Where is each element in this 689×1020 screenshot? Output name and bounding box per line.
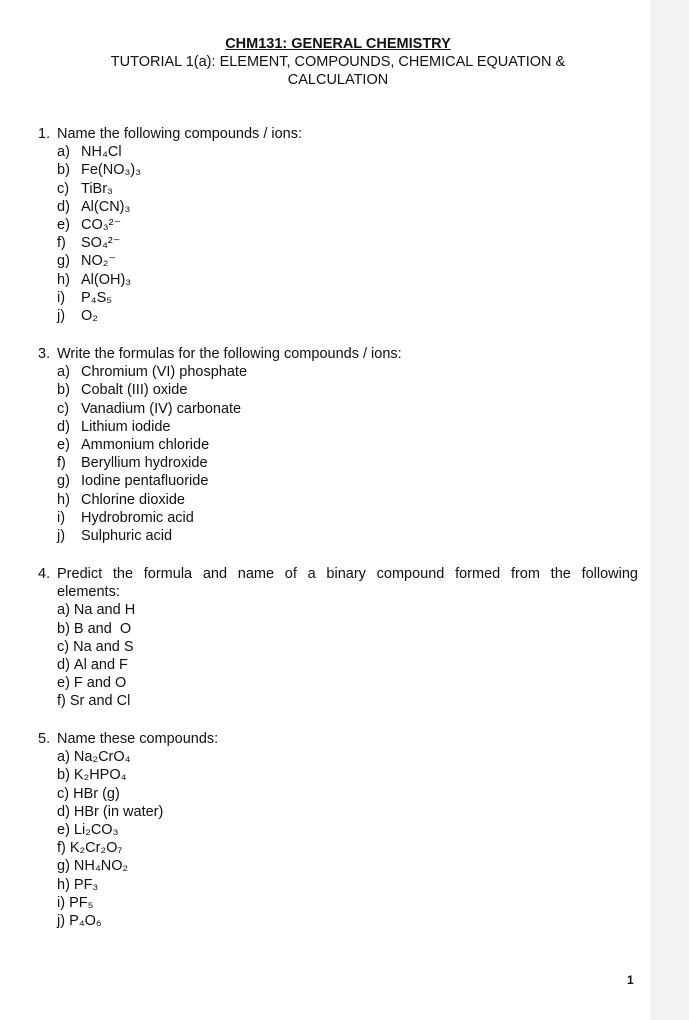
list-item [57,180,638,198]
item-text: K₂Cr₂O₇ [69,840,123,857]
item-letter: i) [57,509,66,526]
question-3 [38,345,638,545]
list-item [57,656,638,674]
item-letter: e) [57,217,70,234]
item-text: Fe(NO₃)₃ [81,162,142,179]
item-text: Cobalt (III) oxide [81,382,188,399]
question-4 [38,565,638,711]
list-item [57,857,638,875]
list-item [57,821,638,839]
item-letter: a) [57,749,70,766]
item-text: Na and S [73,638,134,655]
question-5 [38,730,638,930]
item-text: Chromium (VI) phosphate [81,364,248,381]
item-list [57,363,638,545]
item-letter: c) [57,785,70,802]
item-letter: e) [57,437,70,454]
item-letter: j) [57,528,66,545]
item-letter: h) [57,271,70,288]
list-item [57,472,638,490]
item-text: Li₂CO₃ [73,822,119,839]
item-text: Hydrobromic acid [81,509,194,526]
item-text: Al(OH)₃ [81,271,132,288]
list-item [57,638,638,656]
item-letter: d) [57,198,70,215]
list-item [57,748,638,766]
item-text: NH₄Cl [81,144,122,161]
item-text: PF₃ [73,876,99,893]
list-item [57,381,638,399]
page-number: 1 [627,973,634,987]
course-title: CHM131: GENERAL CHEMISTRY [225,36,451,52]
question-number: 1. [38,126,51,142]
item-letter: c) [57,638,70,655]
question-prompt-line1: Predict the formula and name of a binary compound formed from the following [57,566,638,582]
item-text: P₄O₆ [69,913,102,930]
list-item [57,491,638,509]
list-item [57,454,638,472]
item-letter: f) [57,455,66,472]
item-letter: b) [57,162,70,179]
question-number: 3. [38,346,51,362]
item-text: Ammonium chloride [81,437,210,454]
item-text: Sr and Cl [69,693,131,710]
item-list [57,601,638,710]
item-text: HBr (in water) [73,803,164,820]
item-letter: d) [57,803,70,820]
item-text: PF₅ [69,894,94,911]
item-text: SO₄²⁻ [81,235,121,252]
item-letter: f) [57,235,66,252]
item-letter: h) [57,876,70,893]
item-letter: j) [57,308,66,325]
item-letter: e) [57,675,70,692]
item-letter: a) [57,602,70,619]
question-prompt: Name the following compounds / ions: [57,126,303,142]
item-letter: d) [57,418,70,435]
item-letter: c) [57,400,70,417]
question-number: 5. [38,731,51,747]
list-item [57,363,638,381]
item-text: Iodine pentafluoride [81,473,209,490]
item-text: Na₂CrO₄ [73,749,131,766]
item-text: Vanadium (IV) carbonate [81,400,242,417]
tutorial-subtitle-line2: CALCULATION [287,72,389,88]
item-text: B and O [73,620,132,637]
list-item [57,234,638,252]
item-text: Na and H [73,602,136,619]
item-text: K₂HPO₄ [73,767,127,784]
item-text: NH₄NO₂ [73,858,129,875]
item-text: Al and F [73,657,128,674]
item-text: Beryllium hydroxide [81,455,208,472]
item-letter: a) [57,144,70,161]
viewer-margin [650,0,689,1020]
item-letter: e) [57,822,70,839]
item-list [57,748,638,930]
question-1 [38,125,638,325]
document-header [38,35,638,89]
item-text: HBr (g) [73,785,120,802]
item-letter: a) [57,364,70,381]
item-text: NO₂⁻ [81,253,117,270]
item-letter: b) [57,382,70,399]
item-letter: j) [57,913,66,930]
question-number: 4. [38,566,51,582]
item-text: CO₃²⁻ [81,217,122,234]
list-item [57,289,638,307]
list-item [57,912,638,930]
list-item [57,198,638,216]
item-text: F and O [73,675,127,692]
list-item [57,803,638,821]
item-letter: i) [57,289,66,306]
item-letter: g) [57,253,70,270]
tutorial-subtitle-line1: TUTORIAL 1(a): ELEMENT, COMPOUNDS, CHEMICAL EQUATION & [110,54,566,70]
question-prompt-line2: elements: [57,584,120,601]
list-item [57,271,638,289]
item-text: Lithium iodide [81,418,171,435]
list-item [57,161,638,179]
list-item [57,436,638,454]
list-item [57,839,638,857]
item-text: Sulphuric acid [81,528,173,545]
item-letter: g) [57,858,70,875]
item-list [57,143,638,325]
item-text: Al(CN)₃ [81,198,131,215]
item-letter: b) [57,767,70,784]
list-item [57,876,638,894]
item-letter: g) [57,473,70,490]
item-letter: f) [57,693,66,710]
item-text: O₂ [81,308,98,325]
item-text: TiBr₃ [81,180,113,197]
list-item [57,418,638,436]
list-item [57,527,638,545]
list-item [57,766,638,784]
item-text: P₄S₅ [81,289,113,306]
item-letter: b) [57,620,70,637]
question-prompt: Write the formulas for the following compounds / ions: [57,346,402,362]
item-text: Chlorine dioxide [81,491,185,508]
list-item [57,601,638,619]
list-item [57,143,638,161]
list-item [57,307,638,325]
item-letter: i) [57,894,66,911]
list-item [57,620,638,638]
item-letter: f) [57,840,66,857]
question-prompt: Name these compounds: [57,731,219,747]
list-item [57,894,638,912]
item-letter: d) [57,657,70,674]
list-item [57,509,638,527]
list-item [57,692,638,710]
list-item [57,674,638,692]
list-item [57,252,638,270]
item-letter: c) [57,180,70,197]
list-item [57,785,638,803]
list-item [57,216,638,234]
list-item [57,400,638,418]
item-letter: h) [57,491,70,508]
